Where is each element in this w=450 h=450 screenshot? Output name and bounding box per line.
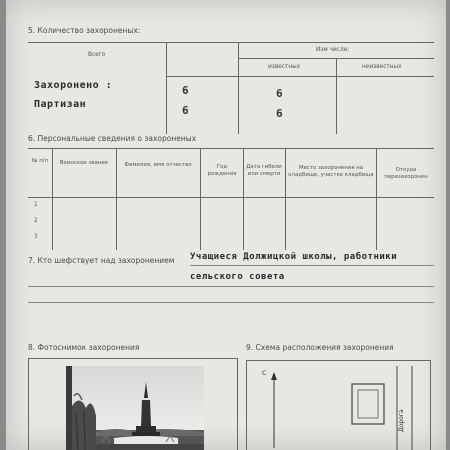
col-unknown-header: неизвестных xyxy=(362,64,402,70)
row-buried-known: 6 xyxy=(276,87,283,100)
table6-col-5 xyxy=(285,148,286,250)
table5-top-border xyxy=(28,42,434,43)
north-arrow-head xyxy=(271,372,277,380)
row-partisans-known: 6 xyxy=(276,107,283,120)
patron-line-1 xyxy=(190,265,434,266)
patron-line-3 xyxy=(28,302,434,303)
row-partisans-label: Партизан xyxy=(34,99,87,110)
row-num-2: 2 xyxy=(34,218,38,224)
header-name: Фамилия, имя отчество xyxy=(124,162,192,168)
col-including-header: Изм числе: xyxy=(316,47,350,53)
burial-photo xyxy=(66,366,204,450)
header-death: Дата гибели или смерти xyxy=(246,164,282,178)
table5-header-bottom xyxy=(166,76,434,77)
table6-col-3 xyxy=(200,148,201,250)
location-scheme xyxy=(246,360,430,450)
section7-title: 7. Кто шефствует над захоронением xyxy=(28,256,175,265)
table6-col-1 xyxy=(52,148,53,250)
patron-answer-line1: Учащиеся Должицкой школы, работники xyxy=(190,252,398,262)
header-num: № п/п xyxy=(31,158,49,164)
header-rank: Воинское звание xyxy=(59,160,109,166)
row-buried-label: Захоронено : xyxy=(34,80,113,91)
table6-header-bottom xyxy=(28,197,434,198)
photo-frame-top xyxy=(28,358,238,359)
section5-title: 5. Количество захороненых: xyxy=(28,26,141,35)
header-birth: Год рождения xyxy=(207,164,237,178)
section8-title: 8. Фотоснимок захоронения xyxy=(28,343,140,352)
photo-frame-left xyxy=(28,358,29,450)
row-num-3: 3 xyxy=(34,234,38,240)
scheme-frame-right xyxy=(430,360,431,450)
grave-outline-inner xyxy=(358,390,378,418)
patron-line-2 xyxy=(28,286,434,287)
section6-title: 6. Персональные сведения о захороненых xyxy=(28,134,197,143)
table6-col-4 xyxy=(243,148,244,250)
header-place: Место захоронения на кладбище, участке кладбища xyxy=(288,165,374,179)
table6-top-border xyxy=(28,148,434,149)
col-known-header: известных xyxy=(268,64,301,70)
col-total-header: Всего xyxy=(88,52,106,58)
photo-frame-right xyxy=(237,358,238,450)
patron-answer-line2: сельского совета xyxy=(190,272,285,282)
header-from: Откуда перезахоронен xyxy=(384,167,428,181)
road-label: Дорога xyxy=(398,409,405,432)
section9-title: 9. Схема расположения захоронения xyxy=(246,343,394,352)
row-buried-total: 6 xyxy=(182,84,189,97)
table6-col-6 xyxy=(376,148,377,250)
table5-col-divider-1 xyxy=(166,42,167,134)
table5-col-divider-3 xyxy=(336,58,337,134)
monument-photo-image xyxy=(66,366,204,450)
table5-col-divider-2 xyxy=(238,42,239,134)
row-num-1: 1 xyxy=(34,202,38,208)
table6-col-2 xyxy=(116,148,117,250)
form-sheet xyxy=(6,0,446,450)
row-partisans-total: 6 xyxy=(182,104,189,117)
north-label: С xyxy=(262,369,267,377)
